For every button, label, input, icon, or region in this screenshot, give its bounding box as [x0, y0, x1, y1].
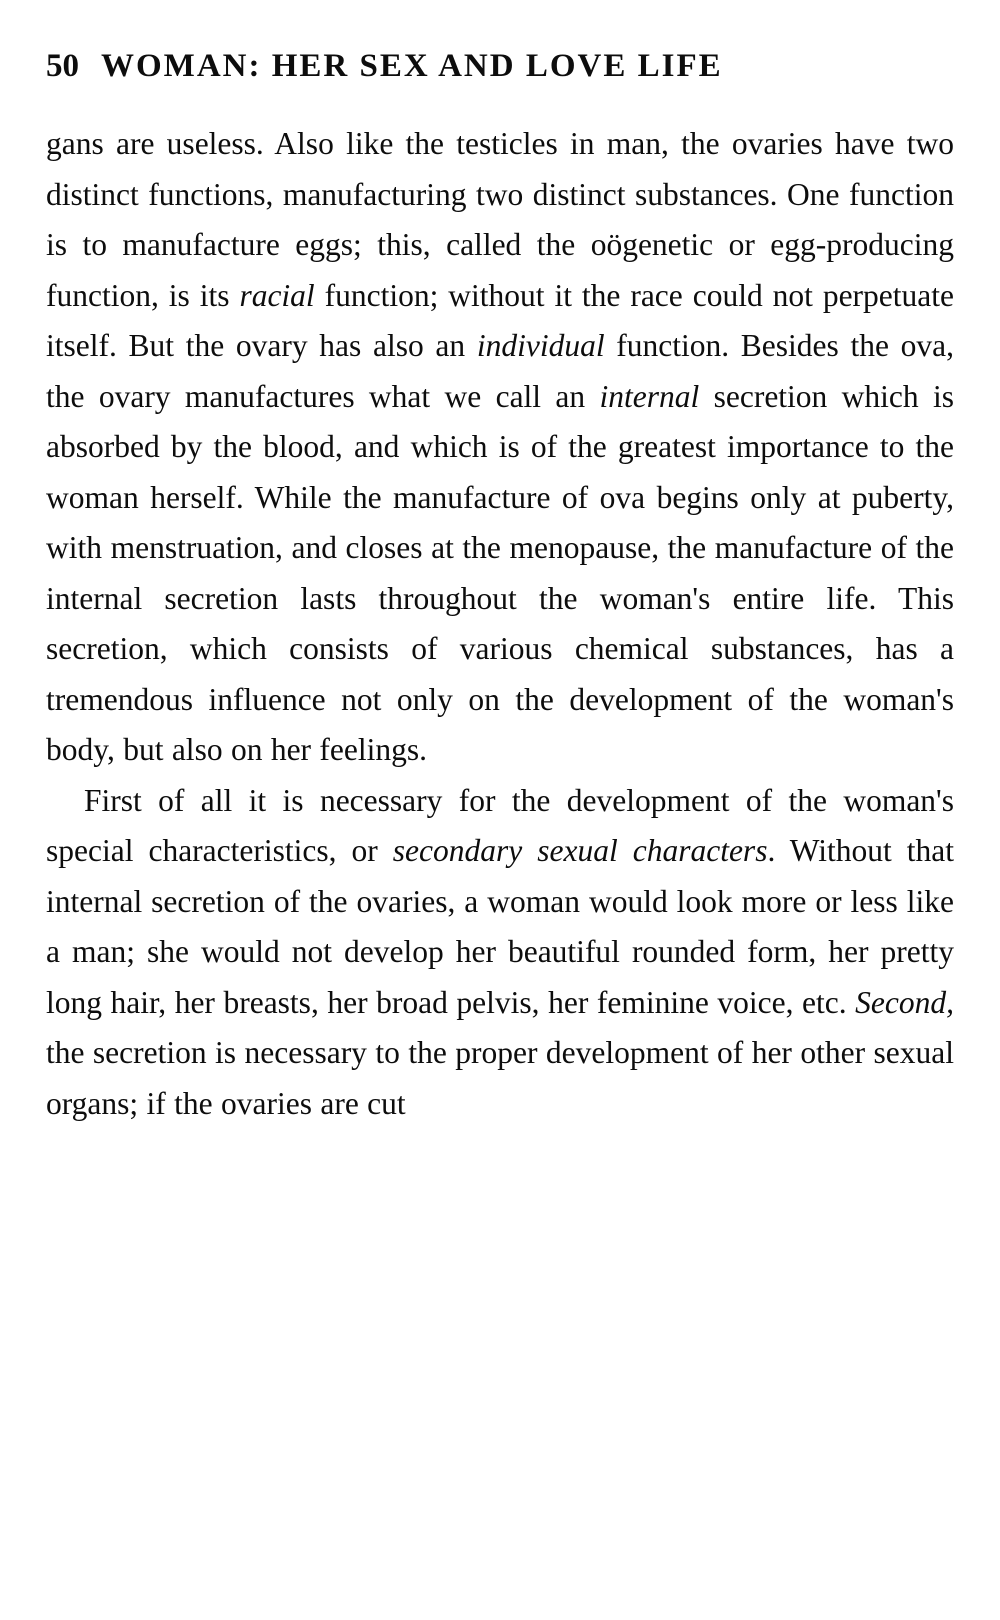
paragraph-2-text-c: the secretion is necessary to the proper development of her other sexual organs; if the ovaries are cut — [46, 1035, 954, 1121]
paragraph-1-text-a: gans are useless. Also like the testicles in man, the ovaries have two distinct functions, manufacturing two distinct substances. One function is to manufacture eggs; this, called the oögenetic or egg-producing function, is its — [46, 126, 954, 313]
paragraph-1-italic-internal: internal — [599, 378, 700, 414]
paragraph-2-italic-second: Second, — [855, 984, 954, 1020]
running-head — [46, 48, 960, 85]
paragraph-2 — [46, 776, 954, 1130]
paragraph-1-text-c: function. Besides the ova, the ovary manufactures what we call an — [46, 328, 954, 414]
page-number: 50 — [46, 48, 79, 84]
paragraph-2-italic-secondary-sexual-characters: secondary sexual characters — [392, 833, 768, 868]
paragraph-1-text-d: secretion which is absorbed by the blood, and which is of the greatest importance to the woman herself. While the manufacture of ova begins only at puberty, with menstruation, and closes at the menopause, the manufacture of the internal secretion lasts throughout the woman's entire life. This secretion, which consists of various chemical substances, has a tremendous influence not only on the development of the woman's body, but also on her feelings. — [46, 378, 954, 767]
paragraph-1-italic-racial: racial — [239, 277, 315, 313]
paragraph-1-italic-individual: individual — [476, 328, 605, 363]
running-title: WOMAN: HER SEX AND LOVE LIFE — [101, 48, 723, 84]
paragraph-1 — [46, 119, 954, 776]
paragraph-1-text-b: function; without it the race could not perpetuate itself. But the ovary has also an — [46, 277, 954, 363]
body-text — [40, 119, 960, 1129]
paragraph-2-text-b: . Without that internal secretion of the ovaries, a woman would look more or less like a man; she would not develop her beautiful rounded form, her pretty long hair, her breasts, her broad pelvis, her feminine voice, etc. — [46, 833, 954, 1020]
paragraph-2-text-a: First of all it is necessary for the development of the woman's special characteristics, or — [46, 782, 954, 868]
